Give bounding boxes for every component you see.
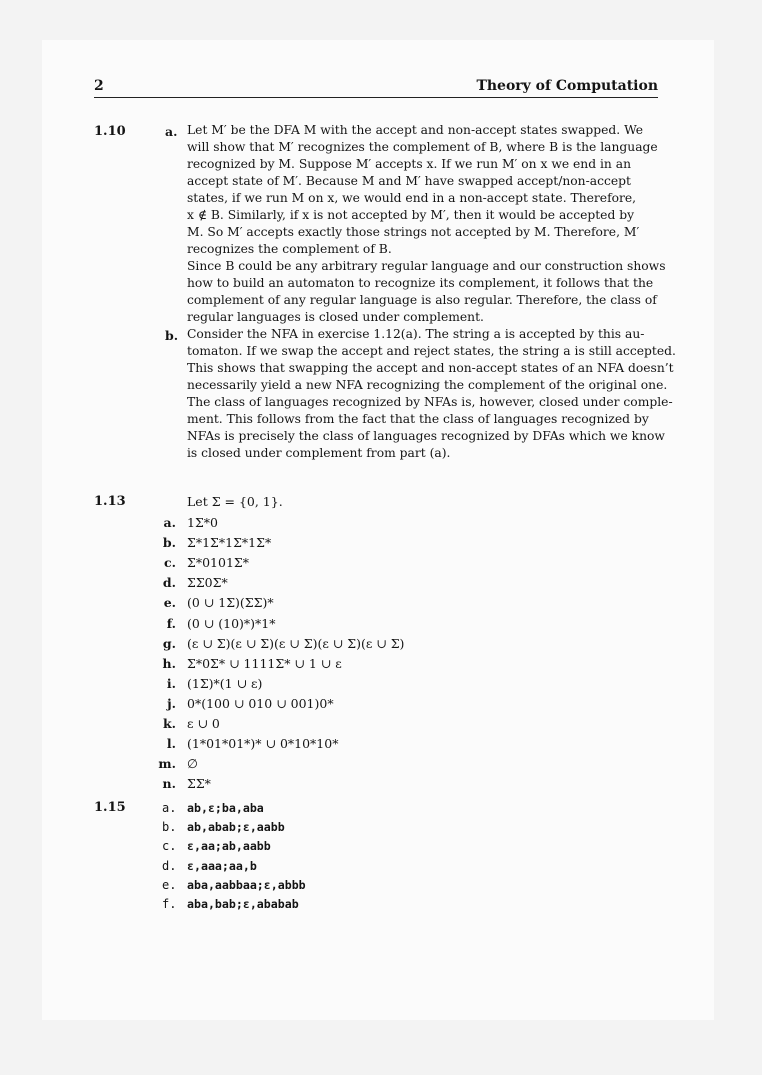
part-b-line: NFAs is precisely the class of languages recognized by DFAs which we know <box>187 429 665 443</box>
list-item-label: j. <box>167 695 176 711</box>
part-a-line: recognized by M. Suppose M′ accepts x. If we run M′ on x we end in an <box>187 157 632 171</box>
list-item-answer: ab,ε;ba,aba <box>187 801 264 815</box>
list-item-expression: ε ∪ 0 <box>187 716 220 731</box>
running-title: Theory of Computation <box>476 78 658 94</box>
list-item-label: b. <box>162 820 177 835</box>
part-a-line: complement of any regular language is also regular. Therefore, the class of <box>187 293 657 307</box>
list-item-label: c. <box>162 839 177 854</box>
part-a-line: accept state of M′. Because M and M′ have swapped accept/non-accept <box>187 174 631 188</box>
exercise-number-1-10: 1.10 <box>94 124 126 139</box>
list-item-expression: 0*(100 ∪ 010 ∪ 001)0* <box>187 695 334 711</box>
list-item-expression: ΣΣ* <box>187 776 211 792</box>
exercise-1-10-part-a <box>187 122 666 326</box>
list-item-label: e. <box>163 595 176 611</box>
list-item-expression: Σ*1Σ*1Σ*1Σ* <box>187 535 272 551</box>
list-item-label: k. <box>162 716 176 731</box>
list-item-answer: ab,abab;ε,aabb <box>187 820 285 835</box>
list-item-expression: Σ*0101Σ* <box>187 555 249 571</box>
list-item-label: d. <box>162 575 176 591</box>
part-b-line: necessarily yield a new NFA recognizing the complement of the original one. <box>187 378 668 392</box>
list-item-answer: aba,aabbaa;ε,abbb <box>187 877 306 892</box>
part-a-line: Let M′ be the DFA M with the accept and non-accept states swapped. We <box>187 123 644 137</box>
part-b-label: b. <box>165 328 179 343</box>
part-b-line: tomaton. If we swap the accept and reject states, the string a is still accepted. <box>187 344 676 358</box>
part-b-line: ment. This follows from the fact that the class of languages recognized by <box>187 412 649 426</box>
part-b-line: Consider the NFA in exercise 1.12(a). The string a is accepted by this au- <box>187 327 645 341</box>
list-item-label: m. <box>158 756 176 772</box>
list-item-expression: (0 ∪ (10)*)*1* <box>187 615 276 631</box>
list-item-label: h. <box>162 655 176 671</box>
list-item-answer: aba,bab;ε,ababab <box>187 897 299 911</box>
list-item-expression: Σ*0Σ* ∪ 1111Σ* ∪ 1 ∪ ε <box>187 655 342 671</box>
list-item-expression: ∅ <box>187 756 198 772</box>
part-a-line: recognizes the complement of B. <box>187 242 392 256</box>
list-item-label: f. <box>162 897 177 911</box>
part-a-label: a. <box>165 124 178 139</box>
part-a-line: regular languages is closed under complement. <box>187 310 484 324</box>
list-item-label: l. <box>166 736 176 752</box>
part-a-line: will show that M′ recognizes the complement of B, where B is the language <box>187 140 658 154</box>
list-item-label: d. <box>162 858 177 873</box>
list-item-expression: (1Σ)*(1 ∪ ε) <box>187 675 263 691</box>
list-item-answer: ε,aaa;aa,b <box>187 858 257 873</box>
list-item-label: f. <box>166 615 176 631</box>
list-item-expression: (1*01*01*)* ∪ 0*10*10* <box>187 736 339 752</box>
part-a-line: x ∉ B. Similarly, if x is not accepted by M′, then it would be accepted by <box>187 208 635 222</box>
page-number: 2 <box>94 78 104 94</box>
header-rule <box>94 97 658 98</box>
exercise-1-10-part-b <box>187 326 676 462</box>
part-a-line: how to build an automaton to recognize its complement, it follows that the <box>187 276 654 290</box>
part-b-line: is closed under complement from part (a). <box>187 446 451 460</box>
list-item-expression: ΣΣ0Σ* <box>187 575 228 591</box>
list-item-label: e. <box>162 877 177 892</box>
part-b-line: This shows that swapping the accept and non-accept states of an NFA doesn’t <box>187 361 674 375</box>
exercise-1-13-intro: Let Σ = {0, 1}. <box>187 494 283 509</box>
list-item-expression: 1Σ*0 <box>187 515 218 530</box>
exercise-number-1-13: 1.13 <box>94 494 126 509</box>
exercise-number-1-15: 1.15 <box>94 800 126 815</box>
list-item-label: g. <box>162 635 176 651</box>
list-item-expression: (0 ∪ 1Σ)(ΣΣ)* <box>187 595 274 611</box>
list-item-label: i. <box>166 675 176 691</box>
part-a-line: M. So M′ accepts exactly those strings not accepted by M. Therefore, M′ <box>187 225 640 239</box>
list-item-expression: (ε ∪ Σ)(ε ∪ Σ)(ε ∪ Σ)(ε ∪ Σ)(ε ∪ Σ) <box>187 635 405 651</box>
list-item-label: c. <box>164 555 176 571</box>
list-item-label: a. <box>163 515 176 530</box>
list-item-label: a. <box>162 801 177 815</box>
part-a-line: states, if we run M on x, we would end in a non-accept state. Therefore, <box>187 191 637 205</box>
list-item-label: n. <box>162 776 176 792</box>
list-item-label: b. <box>162 535 176 551</box>
list-item-answer: ε,aa;ab,aabb <box>187 839 271 854</box>
part-a-line: Since B could be any arbitrary regular language and our construction shows <box>187 259 666 273</box>
part-b-line: The class of languages recognized by NFAs is, however, closed under comple- <box>187 395 673 409</box>
